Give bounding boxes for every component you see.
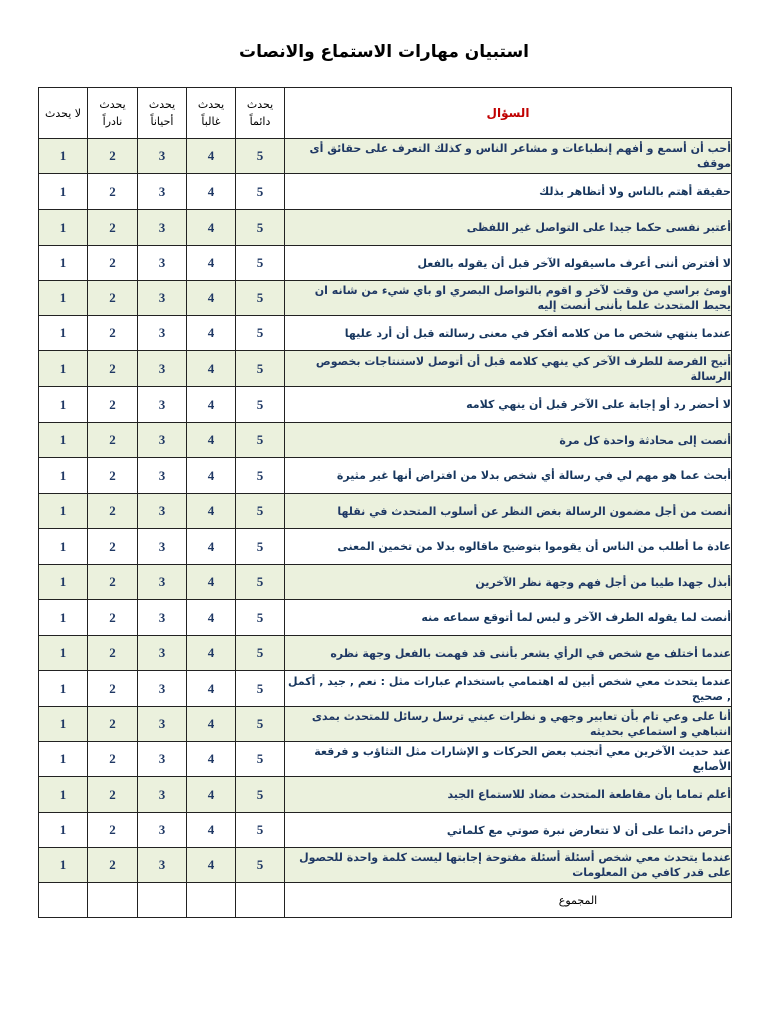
- score-cell[interactable]: 3: [138, 246, 187, 281]
- question-row: [39, 636, 732, 671]
- question-row: [39, 351, 732, 387]
- score-cell[interactable]: 5: [236, 139, 285, 174]
- score-cell[interactable]: 3: [138, 777, 187, 813]
- question-text: أنصت إلى محادثة واحدة كل مرة: [285, 423, 732, 458]
- score-cell[interactable]: 1: [39, 565, 88, 600]
- question-row: [39, 848, 732, 883]
- score-cell[interactable]: 4: [187, 671, 236, 707]
- question-text: أنا على وعي تام بأن تعابير وجهي و نظرات عيني ترسل رسائل للمتحدث بمدى انتباهي و استماعي بحديثه: [285, 707, 732, 742]
- survey-body: [39, 139, 732, 918]
- score-cell[interactable]: 2: [88, 636, 138, 671]
- score-cell[interactable]: 3: [138, 139, 187, 174]
- score-cell[interactable]: 4: [187, 494, 236, 529]
- question-row: [39, 458, 732, 494]
- score-cell[interactable]: 1: [39, 742, 88, 777]
- score-cell[interactable]: 2: [88, 139, 138, 174]
- score-cell[interactable]: 3: [138, 565, 187, 600]
- score-cell[interactable]: 5: [236, 636, 285, 671]
- score-cell[interactable]: 3: [138, 742, 187, 777]
- score-cell[interactable]: 4: [187, 600, 236, 636]
- score-cell[interactable]: 3: [138, 636, 187, 671]
- question-row: [39, 316, 732, 351]
- score-cell[interactable]: 1: [39, 351, 88, 387]
- score-cell[interactable]: 3: [138, 316, 187, 351]
- score-cell[interactable]: 4: [187, 742, 236, 777]
- score-cell[interactable]: 4: [187, 316, 236, 351]
- score-cell[interactable]: 2: [88, 351, 138, 387]
- score-cell[interactable]: 3: [138, 813, 187, 848]
- score-cell[interactable]: 1: [39, 777, 88, 813]
- total-cell[interactable]: [88, 883, 138, 918]
- question-row: [39, 600, 732, 636]
- score-cell[interactable]: 2: [88, 707, 138, 742]
- score-cell[interactable]: 5: [236, 316, 285, 351]
- question-text: عندما أختلف مع شخص في الرأي يشعر بأننى قد فهمت بالفعل وجهة نظره: [285, 636, 732, 671]
- score-cell[interactable]: 5: [236, 281, 285, 316]
- total-row: [39, 883, 732, 918]
- score-cell[interactable]: 4: [187, 210, 236, 246]
- score-cell[interactable]: 5: [236, 848, 285, 883]
- score-cell[interactable]: 5: [236, 387, 285, 423]
- score-cell[interactable]: 5: [236, 529, 285, 565]
- question-text: أنصت من أجل مضمون الرسالة بغض النظر عن أسلوب المتحدث في نقلها: [285, 494, 732, 529]
- question-text: أحب أن أسمع و أفهم إنطباعات و مشاعر الناس و كذلك التعرف على حقائق أى موقف: [285, 139, 732, 174]
- score-cell[interactable]: 5: [236, 671, 285, 707]
- score-cell[interactable]: 4: [187, 777, 236, 813]
- score-cell[interactable]: 2: [88, 742, 138, 777]
- score-cell[interactable]: 2: [88, 281, 138, 316]
- score-cell[interactable]: 2: [88, 813, 138, 848]
- question-row: [39, 139, 732, 174]
- question-text: أتيح الفرصة للطرف الآخر كي ينهي كلامه قبل أن أتوصل لاستنتاجات بخصوص الرسالة: [285, 351, 732, 387]
- score-cell[interactable]: 5: [236, 600, 285, 636]
- score-cell[interactable]: 5: [236, 565, 285, 600]
- question-text: أعتبر نفسى حكما جيدا على التواصل غير اللفظى: [285, 210, 732, 246]
- question-row: [39, 246, 732, 281]
- question-text: عادة ما أطلب من الناس أن يقوموا بتوضيح ماقالوه بدلا من تخمين المعنى: [285, 529, 732, 565]
- score-cell[interactable]: 1: [39, 813, 88, 848]
- score-cell[interactable]: 4: [187, 246, 236, 281]
- score-cell[interactable]: 1: [39, 139, 88, 174]
- question-row: [39, 813, 732, 848]
- score-cell[interactable]: 4: [187, 387, 236, 423]
- score-cell[interactable]: 2: [88, 210, 138, 246]
- score-cell[interactable]: 2: [88, 529, 138, 565]
- score-cell[interactable]: 4: [187, 174, 236, 210]
- score-cell[interactable]: 2: [88, 494, 138, 529]
- score-cell[interactable]: 3: [138, 210, 187, 246]
- total-cell[interactable]: [138, 883, 187, 918]
- score-cell[interactable]: 3: [138, 707, 187, 742]
- score-cell[interactable]: 3: [138, 671, 187, 707]
- question-row: [39, 281, 732, 316]
- score-cell[interactable]: 5: [236, 174, 285, 210]
- score-cell[interactable]: 2: [88, 174, 138, 210]
- score-cell[interactable]: 1: [39, 316, 88, 351]
- score-cell[interactable]: 4: [187, 565, 236, 600]
- score-cell[interactable]: 1: [39, 671, 88, 707]
- score-cell[interactable]: 5: [236, 777, 285, 813]
- score-cell[interactable]: 5: [236, 351, 285, 387]
- score-cell[interactable]: 3: [138, 529, 187, 565]
- score-cell[interactable]: 1: [39, 246, 88, 281]
- score-cell[interactable]: 4: [187, 813, 236, 848]
- score-cell[interactable]: 4: [187, 636, 236, 671]
- score-cell[interactable]: 2: [88, 246, 138, 281]
- score-cell[interactable]: 1: [39, 494, 88, 529]
- score-cell[interactable]: 1: [39, 600, 88, 636]
- score-cell[interactable]: 4: [187, 281, 236, 316]
- score-cell[interactable]: 1: [39, 636, 88, 671]
- score-cell[interactable]: 1: [39, 458, 88, 494]
- question-row: [39, 671, 732, 707]
- score-cell[interactable]: 2: [88, 777, 138, 813]
- survey-table: [38, 87, 732, 918]
- question-text: عندما يتحدث معي شخص أسئلة أسئلة مفتوحة إجابتها ليست كلمة واحدة للحصول على قدر كافي من المعلومات: [285, 848, 732, 883]
- total-cell[interactable]: [39, 883, 88, 918]
- score-cell[interactable]: 2: [88, 316, 138, 351]
- score-cell[interactable]: 2: [88, 600, 138, 636]
- score-cell[interactable]: 5: [236, 494, 285, 529]
- question-text: أبحث عما هو مهم لي في رسالة أي شخص بدلا من افتراض أنها غير مثيرة: [285, 458, 732, 494]
- score-cell[interactable]: 1: [39, 848, 88, 883]
- question-text: اومئ براسي من وقت لآخر و اقوم بالتواصل البصري او باي شيء من شانه ان يحيط المتحدث علما بأننى أنصت إليه: [285, 281, 732, 316]
- score-cell[interactable]: 4: [187, 529, 236, 565]
- question-text: عندما ينتهي شخص ما من كلامه أفكر في معنى رسالته قبل أن أرد عليها: [285, 316, 732, 351]
- score-cell[interactable]: 4: [187, 848, 236, 883]
- score-cell[interactable]: 1: [39, 387, 88, 423]
- question-text: أعلم تماما بأن مقاطعة المتحدث مضاد للاستماع الجيد: [285, 777, 732, 813]
- score-cell[interactable]: 3: [138, 387, 187, 423]
- score-cell[interactable]: 5: [236, 742, 285, 777]
- score-cell[interactable]: 3: [138, 600, 187, 636]
- question-row: [39, 742, 732, 777]
- col-sometimes-header: يحدث أحياناً: [138, 88, 187, 139]
- page-title: استبيان مهارات الاستماع والانصات: [238, 42, 530, 62]
- question-row: [39, 423, 732, 458]
- score-cell[interactable]: 5: [236, 813, 285, 848]
- total-cell[interactable]: [187, 883, 236, 918]
- question-text: حقيقة أهتم بالناس ولا أتظاهر بذلك: [285, 174, 732, 210]
- score-cell[interactable]: 4: [187, 139, 236, 174]
- score-cell[interactable]: 2: [88, 423, 138, 458]
- score-cell[interactable]: 3: [138, 494, 187, 529]
- score-cell[interactable]: 4: [187, 458, 236, 494]
- col-rarely-header: يحدث نادراً: [88, 88, 138, 139]
- score-cell[interactable]: 1: [39, 174, 88, 210]
- score-cell[interactable]: 3: [138, 458, 187, 494]
- score-cell[interactable]: 5: [236, 246, 285, 281]
- score-cell[interactable]: 5: [236, 458, 285, 494]
- question-text: عند حديث الآخرين معي أتجنب بعض الحركات و الإشارات مثل التثاؤب و فرقعة الأصابع: [285, 742, 732, 777]
- score-cell[interactable]: 2: [88, 565, 138, 600]
- col-question-header: السؤال: [285, 88, 732, 139]
- question-row: [39, 494, 732, 529]
- question-row: [39, 387, 732, 423]
- score-cell[interactable]: 3: [138, 174, 187, 210]
- col-always-header: يحدث دائماً: [236, 88, 285, 139]
- question-row: [39, 565, 732, 600]
- score-cell[interactable]: 3: [138, 281, 187, 316]
- question-text: أنصت لما يقوله الطرف الآخر و ليس لما أتوقع سماعه منه: [285, 600, 732, 636]
- question-row: [39, 707, 732, 742]
- score-cell[interactable]: 2: [88, 458, 138, 494]
- score-cell[interactable]: 3: [138, 351, 187, 387]
- question-row: [39, 529, 732, 565]
- score-cell[interactable]: 5: [236, 210, 285, 246]
- question-row: [39, 210, 732, 246]
- score-cell[interactable]: 1: [39, 281, 88, 316]
- score-cell[interactable]: 1: [39, 529, 88, 565]
- question-text: لا أحضر رد أو إجابة على الآخر قبل أن ينهي كلامه: [285, 387, 732, 423]
- question-text: أبذل جهدا طيبا من أجل فهم وجهة نظر الآخرين: [285, 565, 732, 600]
- score-cell[interactable]: 2: [88, 671, 138, 707]
- score-cell[interactable]: 2: [88, 387, 138, 423]
- total-cell[interactable]: [236, 883, 285, 918]
- score-cell[interactable]: 4: [187, 707, 236, 742]
- score-cell[interactable]: 5: [236, 423, 285, 458]
- total-label: المجموع: [285, 883, 732, 918]
- question-row: [39, 174, 732, 210]
- score-cell[interactable]: 4: [187, 423, 236, 458]
- score-cell[interactable]: 3: [138, 423, 187, 458]
- score-cell[interactable]: 3: [138, 848, 187, 883]
- score-cell[interactable]: 1: [39, 423, 88, 458]
- score-cell[interactable]: 5: [236, 707, 285, 742]
- question-text: أحرص دائما على أن لا تتعارض نبرة صوتي مع كلماتي: [285, 813, 732, 848]
- question-text: لا أفترض أننى أعرف ماسيقوله الآخر قبل أن يقوله بالفعل: [285, 246, 732, 281]
- score-cell[interactable]: 2: [88, 848, 138, 883]
- question-text: عندما يتحدث معي شخص أبين له اهتمامي باستخدام عبارات مثل : نعم , جيد , أكمل , صحيح: [285, 671, 732, 707]
- header-row: [39, 88, 732, 139]
- score-cell[interactable]: 1: [39, 210, 88, 246]
- col-often-header: يحدث غالباً: [187, 88, 236, 139]
- col-never-header: لا يحدث: [39, 88, 88, 139]
- score-cell[interactable]: 1: [39, 707, 88, 742]
- score-cell[interactable]: 4: [187, 351, 236, 387]
- question-row: [39, 777, 732, 813]
